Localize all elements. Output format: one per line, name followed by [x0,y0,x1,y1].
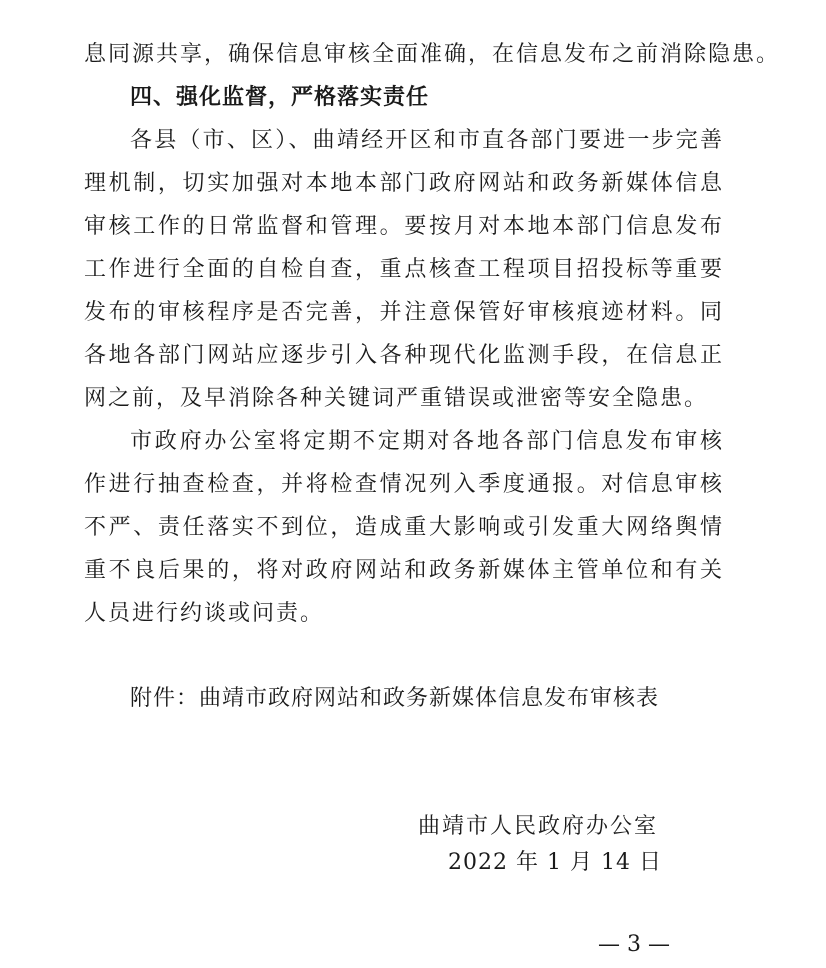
paragraph-line: 各地各部门网站应逐步引入各种现代化监测手段，在信息正 [84,343,724,368]
paragraph-line: 市政府办公室将定期不定期对各地各部门信息发布审核 [130,429,724,454]
paragraph-line: 重不良后果的，将对政府网站和政务新媒体主管单位和有关 [84,558,724,583]
paragraph-line: 人员进行约谈或问责。 [84,601,325,626]
paragraph-line: 作进行抽查检查，并将检查情况列入季度通报。对信息审核 [84,472,724,497]
paragraph-line: 网之前，及早消除各种关键词严重错误或泄密等安全隐患。 [84,386,709,411]
paragraph-line: 各县（市、区）、曲靖经开区和市直各部门要进一步完善 [130,128,724,153]
signature-date: 2022 年 1 月 14 日 [448,850,662,875]
paragraph-line: 理机制，切实加强对本地本部门政府网站和政务新媒体信息 [84,171,724,196]
paragraph-line: 不严、责任落实不到位，造成重大影响或引发重大网络舆情 [84,515,724,540]
paragraph-line: 发布的审核程序是否完善，并注意保管好审核痕迹材料。同 [84,300,724,325]
paragraph-line: 审核工作的日常监督和管理。要按月对本地本部门信息发布 [84,214,724,239]
paragraph-line: 息同源共享，确保信息审核全面准确，在信息发布之前消除隐患。 [84,42,781,67]
page-number: — 3 — [598,932,670,957]
attachment-line: 附件：曲靖市政府网站和政务新媒体信息发布审核表 [130,686,660,711]
section-heading: 四、强化监督，严格落实责任 [130,85,430,110]
paragraph-line: 工作进行全面的自检自查，重点核查工程项目招投标等重要 [84,257,724,282]
signature-organization: 曲靖市人民政府办公室 [418,814,659,839]
